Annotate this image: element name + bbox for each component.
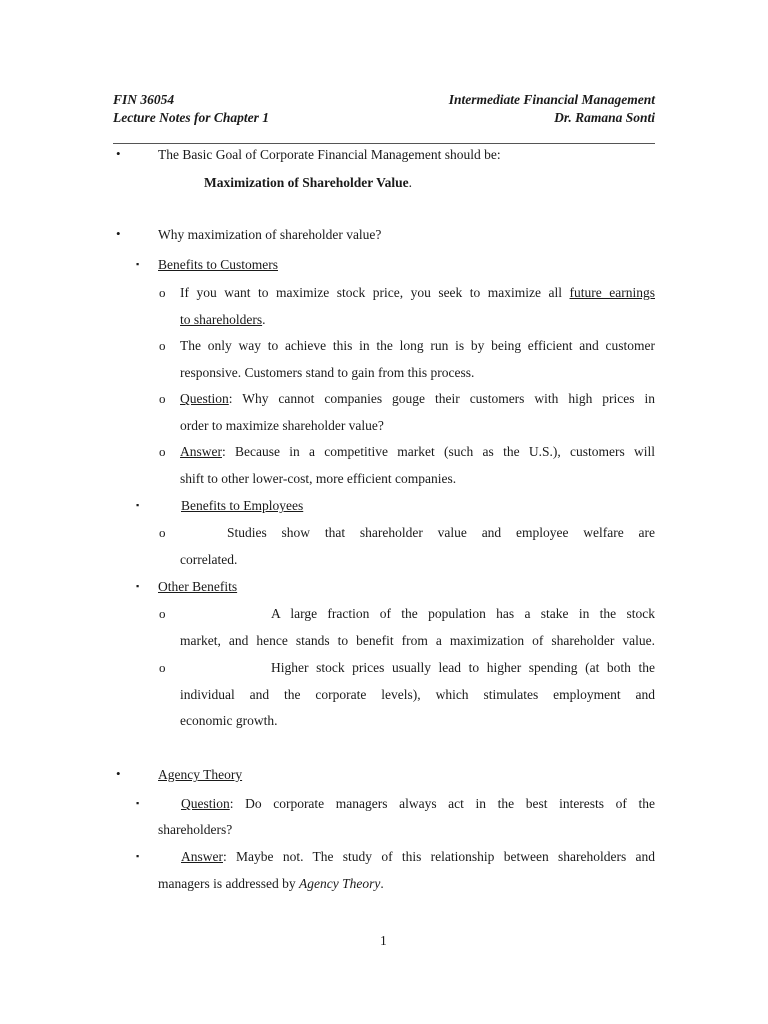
goal-statement-text: Maximization of Shareholder Value bbox=[204, 175, 409, 190]
author-name: Dr. Ramana Sonti bbox=[554, 110, 655, 125]
agency-theory-term: Agency Theory bbox=[298, 876, 381, 891]
bullet-circle: o bbox=[159, 660, 166, 675]
customers-item2-line2: responsive. Customers stand to gain from this process. bbox=[180, 365, 475, 380]
course-code: FIN 36054 bbox=[113, 92, 175, 107]
customers-item1-underlined-2: to shareholders bbox=[180, 312, 263, 327]
bullet-square: ▪ bbox=[136, 851, 140, 861]
bullet-circle: o bbox=[159, 525, 166, 540]
bullet-circle: o bbox=[159, 285, 166, 300]
other-heading: Other Benefits bbox=[158, 579, 238, 594]
customers-item4-line1 bbox=[180, 444, 655, 460]
agency-answer-text: : Maybe not. The study of this relationship between shareholders and bbox=[223, 849, 655, 864]
customers-item4-line2: shift to other lower-cost, more efficient companies. bbox=[180, 471, 457, 486]
other-item1-line1: A large fraction of the population has a stake in the stock bbox=[271, 606, 655, 621]
bullet-disc: • bbox=[116, 766, 121, 781]
bullet-disc: • bbox=[116, 226, 121, 241]
question-label: Question bbox=[180, 391, 229, 406]
agency-answer-line1 bbox=[181, 849, 655, 865]
employees-heading: Benefits to Employees bbox=[181, 498, 304, 513]
bullet-square: ▪ bbox=[136, 798, 140, 808]
employees-item1-line1: Studies show that shareholder value and employee welfare are bbox=[227, 525, 655, 540]
customers-item2-line1: The only way to achieve this in the long run is by being efficient and customer bbox=[180, 338, 655, 353]
course-title: Intermediate Financial Management bbox=[448, 92, 655, 107]
customers-item1-line1 bbox=[180, 285, 655, 301]
goal-statement bbox=[204, 175, 412, 191]
agency-question-line2: shareholders? bbox=[158, 822, 233, 837]
other-item2-line2: individual and the corporate levels), which stimulates employment and bbox=[180, 687, 655, 702]
employees-item1-line2: correlated. bbox=[180, 552, 238, 567]
page-number: 1 bbox=[380, 933, 387, 948]
other-item1-line2: market, and hence stands to benefit from a maximization of shareholder value. bbox=[180, 633, 655, 648]
bullet-circle: o bbox=[159, 391, 166, 406]
customers-item1-period: . bbox=[262, 312, 266, 327]
bullet-circle: o bbox=[159, 338, 166, 353]
agency-question-line1 bbox=[181, 796, 655, 812]
customers-item3-line2: order to maximize shareholder value? bbox=[180, 418, 384, 433]
customers-item4-text: : Because in a competitive market (such as the U.S.), customers will bbox=[222, 444, 655, 459]
agency-heading: Agency Theory bbox=[158, 767, 243, 782]
answer-label: Answer bbox=[180, 444, 222, 459]
answer-label: Answer bbox=[181, 849, 223, 864]
agency-question-text: : Do corporate managers always act in the best interests of the bbox=[229, 796, 655, 811]
header-divider bbox=[113, 143, 655, 144]
bullet-disc: • bbox=[116, 146, 121, 161]
other-item2-line3: economic growth. bbox=[180, 713, 278, 728]
bullet-square: ▪ bbox=[136, 581, 140, 591]
customers-item3-line1 bbox=[180, 391, 655, 407]
bullet-square: ▪ bbox=[136, 259, 140, 269]
question-label: Question bbox=[181, 796, 230, 811]
customers-item1-text: If you want to maximize stock price, you seek to maximize all bbox=[180, 285, 570, 300]
agency-answer-line2 bbox=[158, 876, 384, 892]
customers-heading: Benefits to Customers bbox=[158, 257, 278, 272]
why-question: Why maximization of shareholder value? bbox=[158, 227, 382, 242]
other-item2-line1: Higher stock prices usually lead to higher spending (at both the bbox=[271, 660, 655, 675]
customers-item1-line2 bbox=[180, 312, 265, 328]
goal-intro: The Basic Goal of Corporate Financial Management should be: bbox=[158, 147, 501, 162]
bullet-circle: o bbox=[159, 606, 166, 621]
bullet-circle: o bbox=[159, 444, 166, 459]
customers-item3-text: : Why cannot companies gouge their customers with high prices in bbox=[228, 391, 655, 406]
customers-item1-underlined: future earnings bbox=[569, 285, 655, 300]
agency-answer-period: . bbox=[380, 876, 384, 891]
agency-answer-text-2: managers is addressed by bbox=[158, 876, 299, 891]
goal-statement-period: . bbox=[408, 175, 413, 190]
bullet-square: ▪ bbox=[136, 500, 140, 510]
notes-title: Lecture Notes for Chapter 1 bbox=[113, 110, 269, 125]
